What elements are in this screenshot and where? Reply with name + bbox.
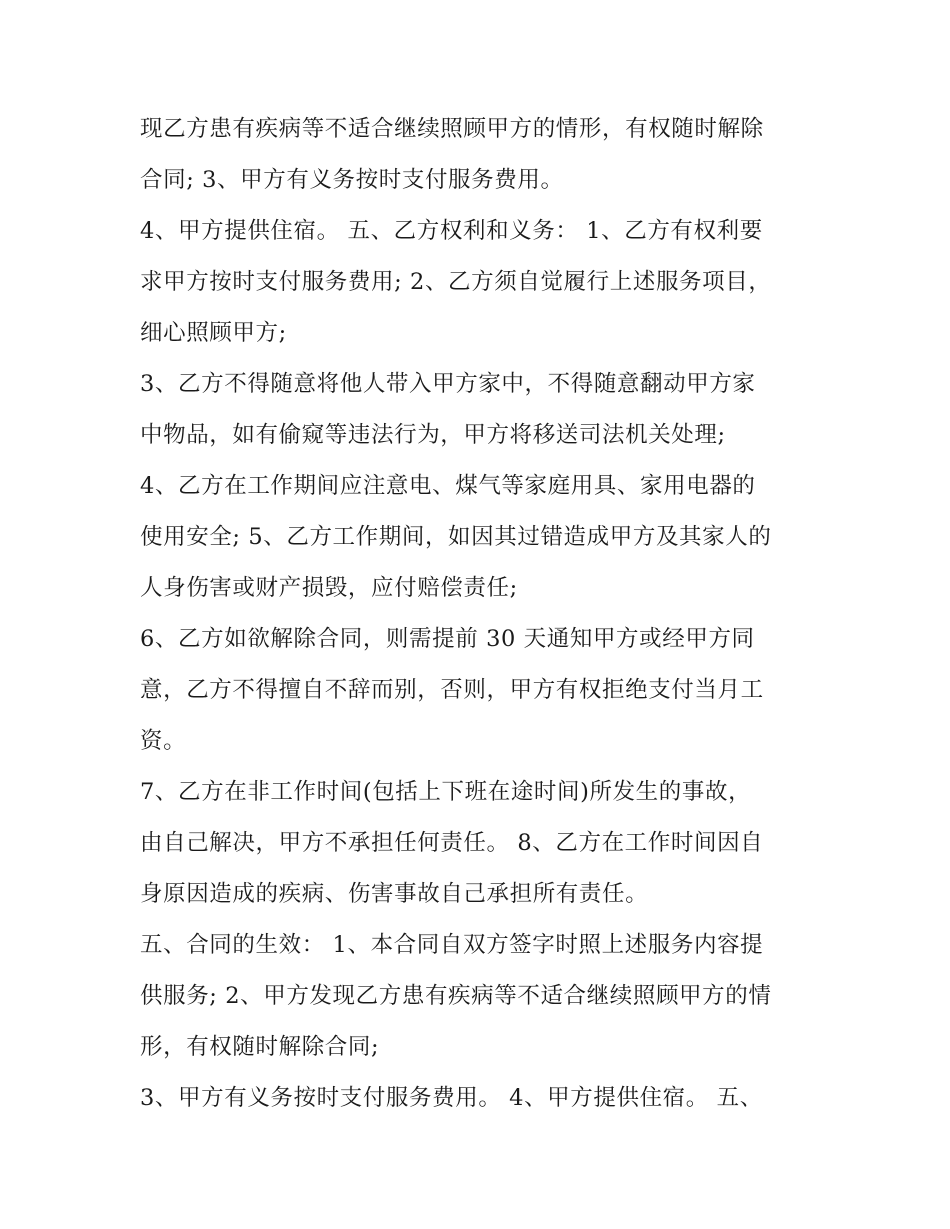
- text-line: 中物品，如有偷窥等违法行为，甲方将移送司法机关处理;: [140, 422, 726, 448]
- text-line: 现乙方患有疾病等不适合继续照顾甲方的情形，有权随时解除: [140, 116, 764, 142]
- text-line: 3、甲方有义务按时支付服务费用。 4、甲方提供住宿。 五、: [140, 1085, 763, 1111]
- text-line: 意，乙方不得擅自不辞而别，否则，甲方有权拒绝支付当月工: [140, 677, 764, 703]
- text-line: 4、甲方提供住宿。 五、乙方权利和义务： 1、乙方有权利要: [140, 218, 763, 244]
- text-line: 使用安全; 5、乙方工作期间，如因其过错造成甲方及其家人的: [140, 524, 772, 550]
- text-line: 求甲方按时支付服务费用; 2、乙方须自觉履行上述服务项目，: [140, 269, 772, 295]
- text-line: 3、乙方不得随意将他人带入甲方家中，不得随意翻动甲方家: [140, 371, 756, 397]
- text-line: 合同; 3、甲方有义务按时支付服务费用。: [140, 167, 564, 193]
- text-line: 资。: [140, 728, 187, 754]
- text-line: 人身伤害或财产损毁，应付赔偿责任;: [140, 575, 518, 601]
- text-line: 由自己解决，甲方不承担任何责任。 8、乙方在工作时间因自: [140, 830, 764, 856]
- text-line: 身原因造成的疾病、伤害事故自己承担所有责任。: [140, 881, 649, 907]
- text-line: 供服务; 2、甲方发现乙方患有疾病等不适合继续照顾甲方的情: [140, 983, 772, 1009]
- text-line: 五、合同的生效： 1、本合同自双方签字时照上述服务内容提: [140, 932, 764, 958]
- text-line: 7、乙方在非工作时间(包括上下班在途时间)所发生的事故，: [140, 779, 752, 805]
- text-line: 4、乙方在工作期间应注意电、煤气等家庭用具、家用电器的: [140, 473, 756, 499]
- text-line: 6、乙方如欲解除合同，则需提前 30 天通知甲方或经甲方同: [140, 626, 755, 652]
- text-line: 细心照顾甲方;: [140, 320, 287, 346]
- contract-text-body: [140, 104, 830, 1124]
- text-line: 形，有权随时解除合同;: [140, 1034, 380, 1060]
